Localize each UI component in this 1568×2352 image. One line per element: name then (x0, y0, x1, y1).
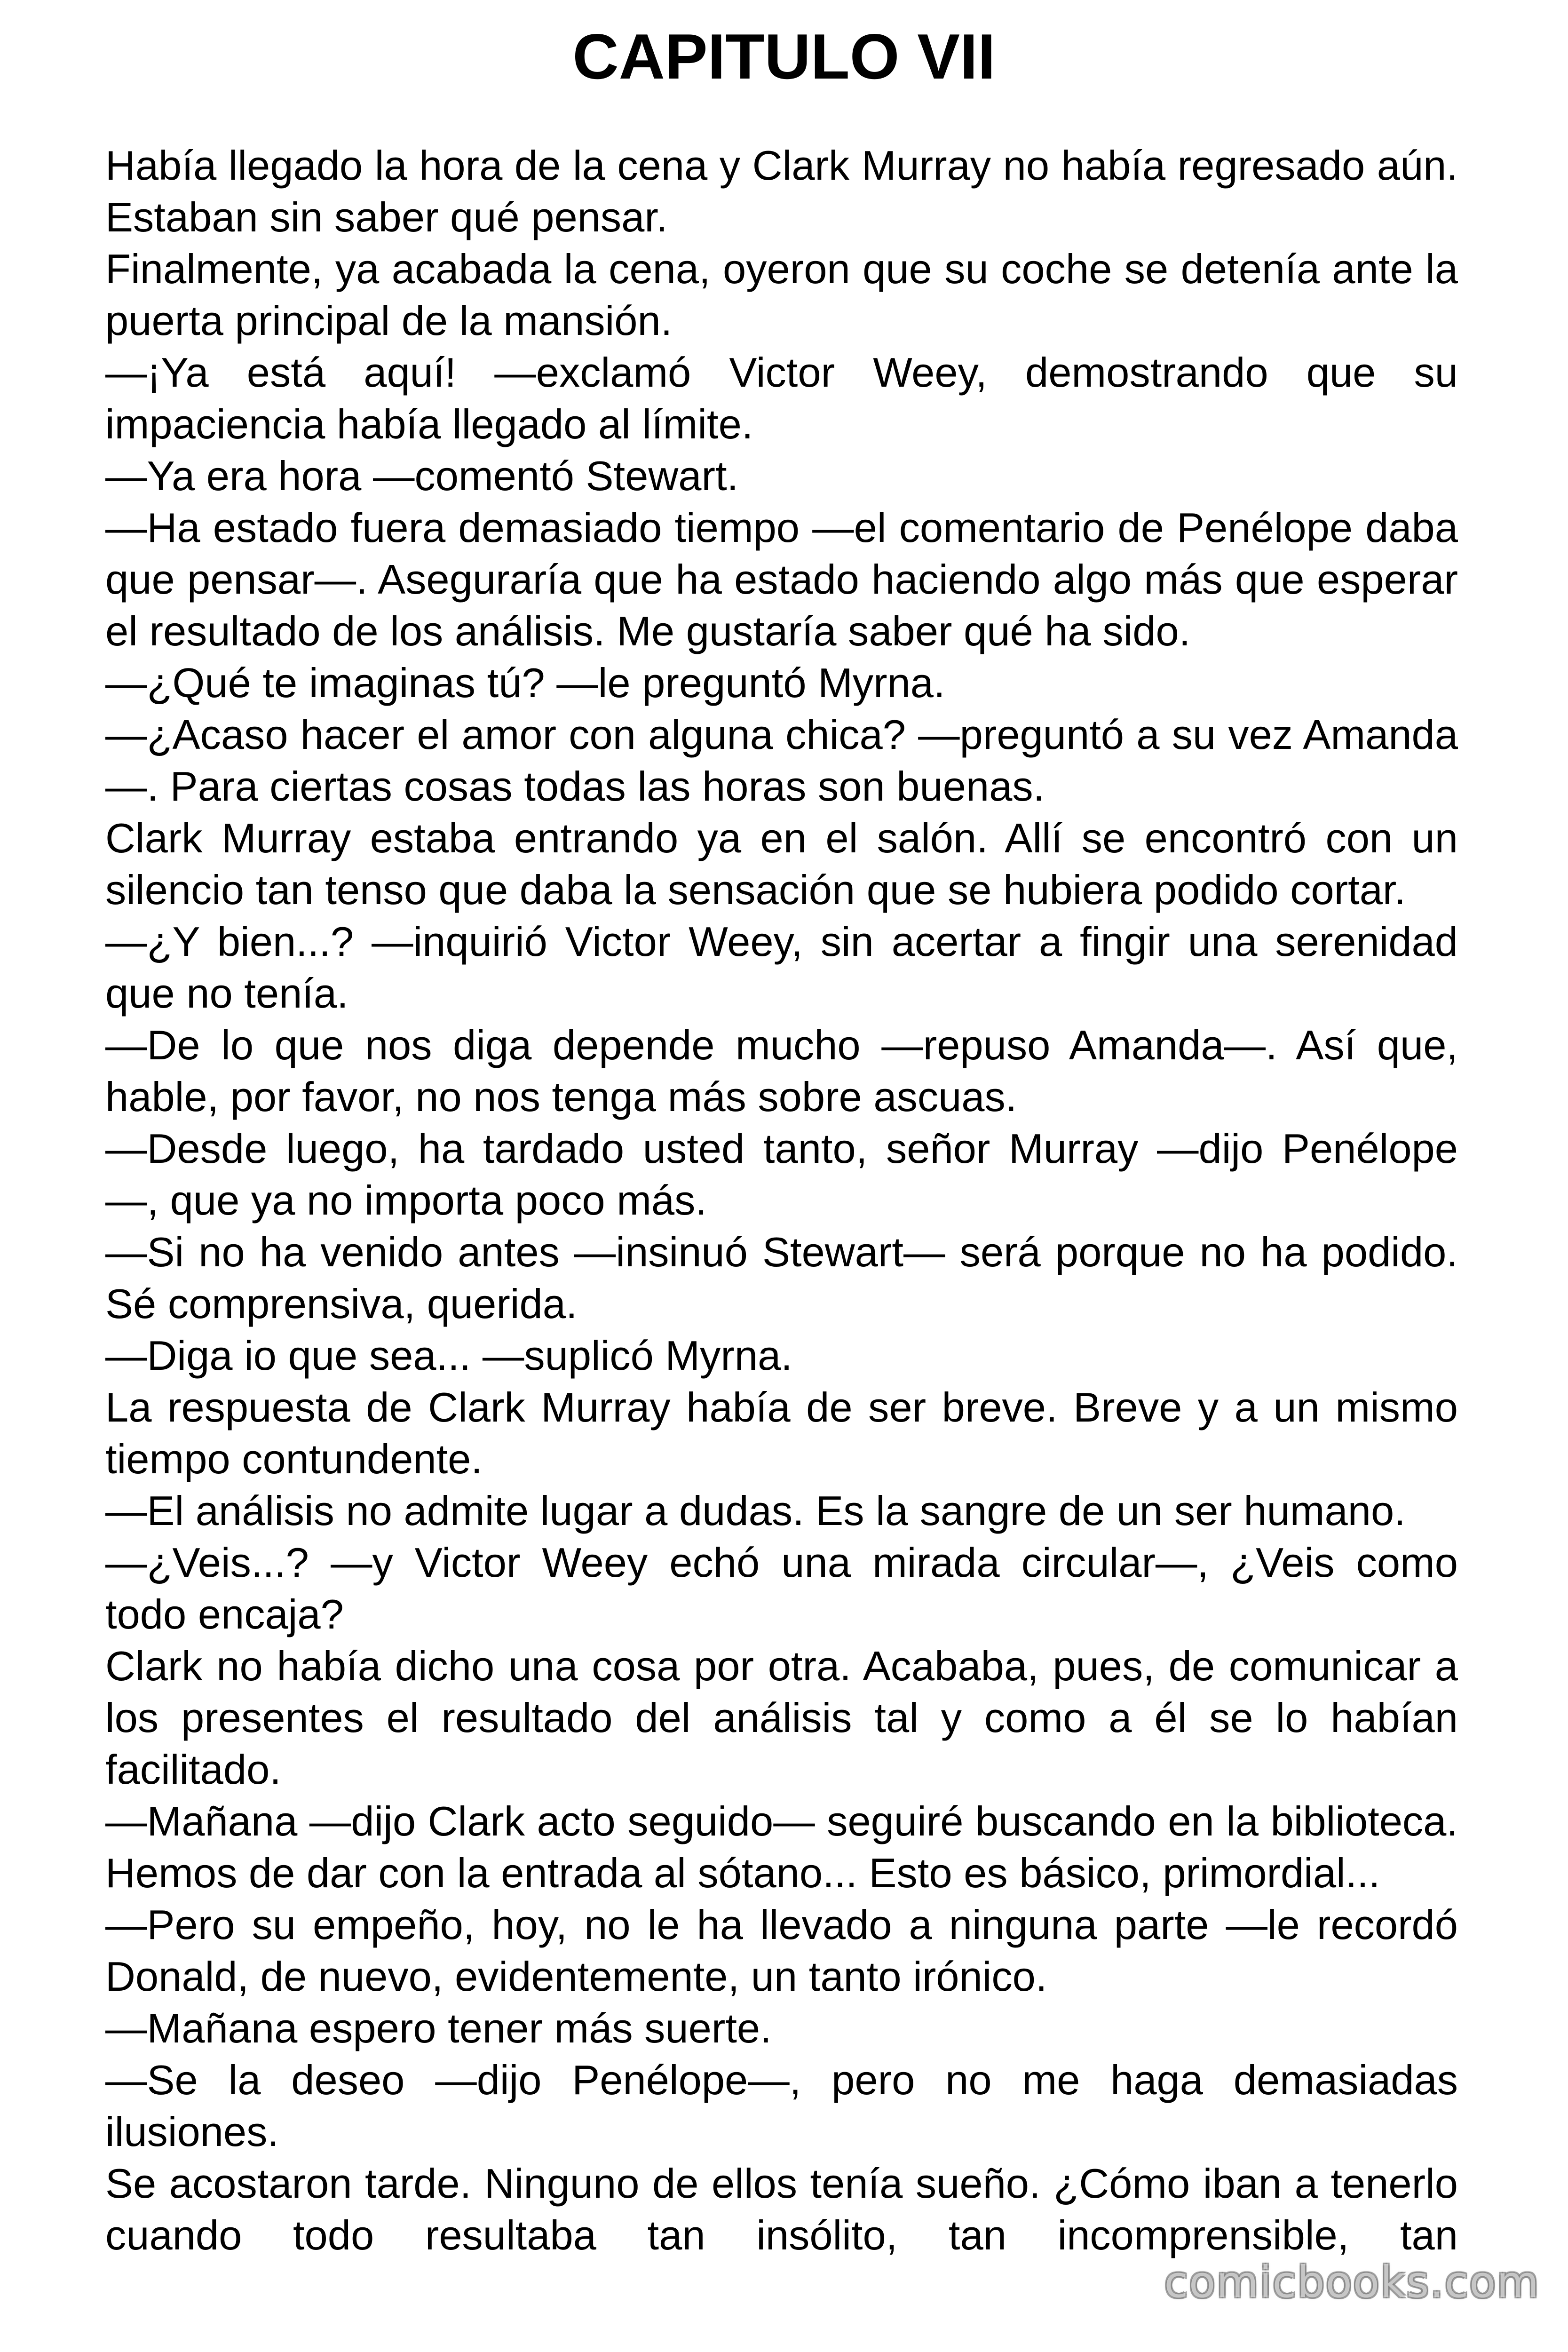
paragraph: Clark no había dicho una cosa por otra. Acababa, pues, de comunicar a los presentes el resultado del análisis tal y como a él se lo habían facilitado. (105, 1643, 1458, 1793)
paragraph: Clark Murray estaba entrando ya en el salón. Allí se encontró con un silencio tan tenso que daba la sensación que se hubiera podido cortar. (105, 815, 1458, 913)
paragraph: —Mañana espero tener más suerte. (105, 2005, 772, 2051)
paragraph: Había llegado la hora de la cena y Clark Murray no había regresado aún. Estaban sin saber qué pensar. (105, 142, 1458, 240)
chapter-title: CAPITULO VII (572, 21, 996, 92)
paragraph: —¿Acaso hacer el amor con alguna chica? —preguntó a su vez Amanda—. Para ciertas cosas todas las horas son buenas. (105, 711, 1458, 810)
paragraph: —Diga io que sea... —suplicó Myrna. (105, 1332, 792, 1379)
site-watermark: comicbooks.com (1164, 2257, 1540, 2307)
paragraph: —De lo que nos diga depende mucho —repuso Amanda—. Así que, hable, por favor, no nos tenga más sobre ascuas. (105, 1022, 1458, 1120)
paragraph: —Ha estado fuera demasiado tiempo —el comentario de Penélope daba que pensar—. Aseguraría que ha estado haciendo algo más que esperar el resultado de los análisis. Me gustaría saber qué ha sido. (105, 504, 1458, 654)
paragraph: —Pero su empeño, hoy, no le ha llevado a ninguna parte —le recordó Donald, de nuevo, evidentemente, un tanto irónico. (105, 1901, 1458, 2000)
paragraph: —¿Veis...? —y Victor Weey echó una mirada circular—, ¿Veis como todo encaja? (105, 1539, 1458, 1637)
paragraph: —El análisis no admite lugar a dudas. Es la sangre de un ser humano. (105, 1487, 1406, 1534)
paragraph: —¡Ya está aquí! —exclamó Victor Weey, demostrando que su impaciencia había llegado al límite. (105, 349, 1458, 447)
paragraph: —¿Y bien...? —inquirió Victor Weey, sin acertar a fingir una serenidad que no tenía. (105, 918, 1458, 1017)
chapter-body (105, 140, 1458, 2261)
paragraph: —Desde luego, ha tardado usted tanto, señor Murray —dijo Penélope —, que ya no importa poco más. (105, 1125, 1458, 1224)
paragraph: —Se la deseo —dijo Penélope—, pero no me haga demasiadas ilusiones. (105, 2057, 1458, 2155)
paragraph: —¿Qué te imaginas tú? —le preguntó Myrna. (105, 660, 945, 706)
paragraph: La respuesta de Clark Murray había de ser breve. Breve y a un mismo tiempo contundente. (105, 1384, 1458, 1482)
paragraph: Finalmente, ya acabada la cena, oyeron que su coche se detenía ante la puerta principal de la mansión. (105, 246, 1458, 344)
paragraph: —Mañana —dijo Clark acto seguido— seguiré buscando en la biblioteca. Hemos de dar con la entrada al sótano... Esto es básico, primordial... (105, 1798, 1458, 1896)
paragraph: —Ya era hora —comentó Stewart. (105, 453, 739, 499)
paragraph: —Si no ha venido antes —insinuó Stewart— será porque no ha podido. Sé comprensiva, querida. (105, 1229, 1458, 1327)
paragraph: Se acostaron tarde. Ninguno de ellos tenía sueño. ¿Cómo iban a tenerlo cuando todo resultaba tan insólito, tan incomprensible, tan (105, 2160, 1458, 2258)
